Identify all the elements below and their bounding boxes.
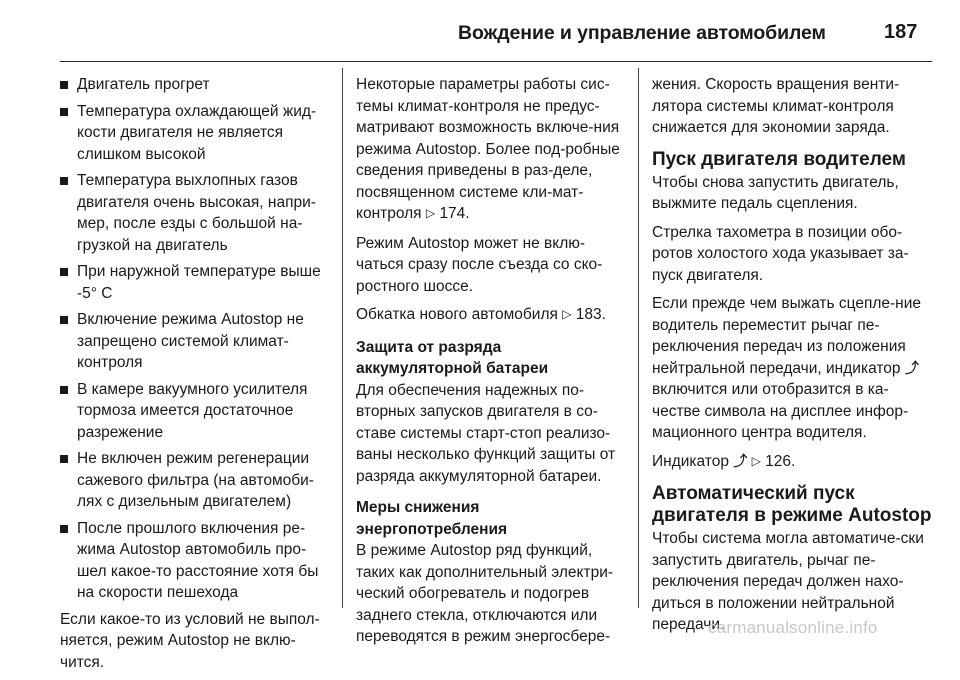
column-divider: [342, 68, 343, 608]
watermark: carmanualsonline.info: [708, 618, 878, 637]
section-heading: Автоматический пуск двигателя в режиме Autostop: [652, 483, 932, 526]
list-item: Температура выхлопных газов двигателя очень высокая, напри-мер, после езды с большой на-грузкой на двигатель: [60, 170, 330, 256]
column-2: [356, 74, 626, 655]
paragraph: Если прежде чем выжать сцепле-ние водитель переместит рычаг пе-реключения передач из положения нейтральной передачи, индикатор ⤴ включится или отобразится в ка-честве символа на дисплее инфор-мационного центра водителя.: [652, 295, 922, 441]
list-item: После прошлого включения ре-жима Autostop автомобиль про-шел какое-то расстояние хотя бы на скорости пешехода: [60, 518, 330, 604]
paragraph: Чтобы снова запустить двигатель, выжмите педаль сцепления.: [652, 173, 899, 212]
paragraph: Стрелка тахометра в позиции обо-ротов холостого хода указывает за-пуск двигателя.: [652, 223, 909, 284]
bullet-square-icon: [60, 316, 68, 324]
column-1: [60, 74, 330, 680]
page-number: 187: [884, 21, 918, 43]
column-3: [652, 74, 932, 643]
paragraph: Индикатор ⤴ ▷ 126.: [652, 451, 932, 474]
section-heading: Пуск двигателя водителем: [652, 148, 906, 170]
arrow-ref-icon: ▷: [751, 453, 761, 468]
arrow-ref-icon: ▷: [425, 206, 436, 220]
arrow-ref-icon: ▷: [562, 307, 572, 321]
list-item: При наружной температуре выше -5° C: [60, 261, 330, 304]
bullet-square-icon: [60, 386, 68, 394]
paragraph: Некоторые параметры работы сис-темы климат-контроля не предус-матривают возможность включе-ния режима Autostop. Более под-робные сведения приведены в раз-деле, посвященном системе кли-мат-контроля ▷ 174.: [356, 74, 626, 226]
page-reference-link[interactable]: 126.: [765, 452, 796, 470]
list-item: Не включен режим регенерации сажевого фильтра (на автомоби-лях с дизельным двигателем): [60, 448, 330, 513]
bullet-square-icon: [60, 81, 68, 89]
bullet-square-icon: [60, 268, 68, 276]
paragraph: Обкатка нового автомобиля ▷ 183.: [356, 304, 626, 327]
paragraph: В режиме Autostop ряд функций, таких как дополнительный электри-ческий обогреватель и подогрев заднего стекла, отключаются или переводятся в режим энергосбере-: [356, 542, 614, 645]
column-divider: [638, 68, 639, 608]
paragraph: жения. Скорость вращения венти-лятора системы климат-контроля снижается для экономии заряда.: [652, 76, 900, 136]
paragraph: Чтобы система могла автоматиче-ски запустить двигатель, рычаг пе-реключения передач должен нахо-диться в положении нейтральной передачи.: [652, 530, 924, 633]
bullet-square-icon: [60, 455, 68, 463]
list-item: Включение режима Autostop не запрещено системой климат-контроля: [60, 309, 330, 374]
list-item: Двигатель прогрет: [60, 74, 330, 96]
autostop-indicator-icon: ⤴: [904, 359, 919, 376]
list-item: В камере вакуумного усилителя тормоза имеется достаточное разрежение: [60, 379, 330, 444]
paragraph: Если какое-то из условий не выпол-няется, режим Autostop не вклю-чится.: [60, 610, 320, 671]
page-reference-link[interactable]: 174.: [439, 205, 470, 222]
bullet-square-icon: [60, 177, 68, 185]
bullet-square-icon: [60, 108, 68, 116]
page-reference-link[interactable]: 183.: [575, 306, 606, 323]
subsection-heading: Меры снижения энергопотребления: [356, 499, 508, 538]
autostop-indicator-icon: ⤴: [733, 452, 748, 469]
header-rule: [60, 61, 932, 62]
bullet-square-icon: [60, 525, 68, 533]
page-title: Вождение и управление автомобилем: [458, 22, 826, 44]
list-item: Температура охлаждающей жид-кости двигателя не является слишком высокой: [60, 101, 330, 166]
paragraph: Для обеспечения надежных по-вторных запусков двигателя в со-ставе системы старт-стоп реализо-ваны несколько функций защиты от разряда аккумуляторной батареи.: [356, 381, 616, 485]
subsection-heading: Защита от разряда аккумуляторной батареи: [356, 338, 549, 377]
paragraph: Режим Autostop может не вклю-чаться сразу после съезда со ско-ростного шоссе.: [356, 234, 603, 295]
